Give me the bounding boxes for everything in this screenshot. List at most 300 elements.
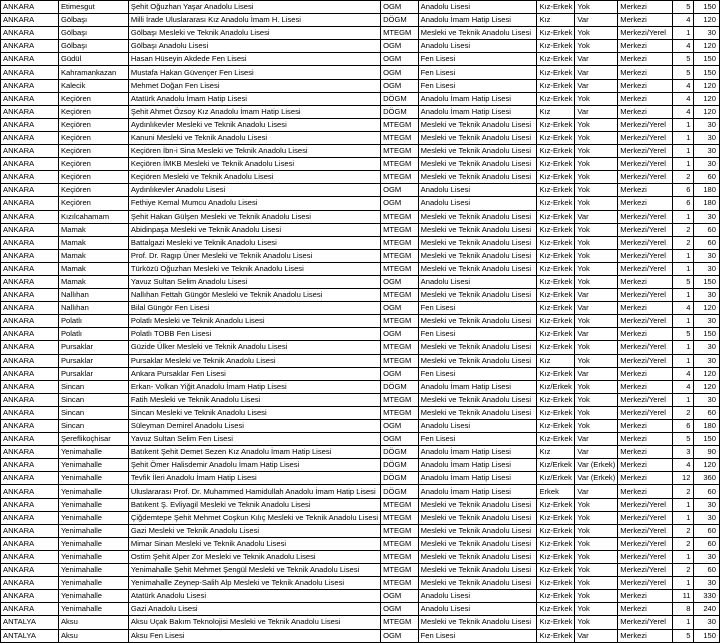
cell-sube: 5 xyxy=(673,1,694,14)
cell-kurum: MTEGM xyxy=(381,537,419,550)
cell-il: ANKARA xyxy=(1,328,59,341)
cell-tur: Mesleki ve Teknik Anadolu Lisesi xyxy=(418,249,537,262)
cell-sube: 1 xyxy=(673,210,694,223)
cell-tur: Mesleki ve Teknik Anadolu Lisesi xyxy=(418,564,537,577)
cell-pansiyon: Yok xyxy=(575,236,618,249)
table-row xyxy=(1,433,720,446)
cell-sube: 1 xyxy=(673,145,694,158)
cell-okul: Süleyman Demirel Anadolu Lisesi xyxy=(128,420,380,433)
cell-alan: Merkezi/Yerel xyxy=(618,341,673,354)
cell-tur: Fen Lisesi xyxy=(418,328,537,341)
cell-kurum: OGM xyxy=(381,367,419,380)
cell-kontenjan: 60 xyxy=(694,171,720,184)
cell-il: ANKARA xyxy=(1,315,59,328)
cell-kontenjan: 60 xyxy=(694,406,720,419)
table-row xyxy=(1,472,720,485)
cell-pansiyon: Var xyxy=(575,485,618,498)
table-row xyxy=(1,354,720,367)
cell-kontenjan: 30 xyxy=(694,118,720,131)
cell-tur: Mesleki ve Teknik Anadolu Lisesi xyxy=(418,341,537,354)
cell-alan: Merkezi/Yerel xyxy=(618,406,673,419)
cell-il: ANKARA xyxy=(1,472,59,485)
cell-kontenjan: 30 xyxy=(694,131,720,144)
cell-il: ANKARA xyxy=(1,1,59,14)
table-row xyxy=(1,223,720,236)
table-row xyxy=(1,380,720,393)
cell-ilce: Gölbaşı xyxy=(58,27,128,40)
cell-ilce: Keçiören xyxy=(58,92,128,105)
cell-ilce: Kahramankazan xyxy=(58,66,128,79)
cell-kurum: OGM xyxy=(381,184,419,197)
cell-ilce: Pursaklar xyxy=(58,354,128,367)
cell-tur: Mesleki ve Teknik Anadolu Lisesi xyxy=(418,131,537,144)
cell-il: ANKARA xyxy=(1,498,59,511)
cell-kontenjan: 120 xyxy=(694,40,720,53)
cell-pansiyon: Var xyxy=(575,210,618,223)
cell-okul: Fethiye Kemal Mumcu Anadolu Lisesi xyxy=(128,197,380,210)
cell-kurum: MTEGM xyxy=(381,341,419,354)
cell-ilce: Yenimahalle xyxy=(58,472,128,485)
cell-kurum: MTEGM xyxy=(381,577,419,590)
cell-tur: Mesleki ve Teknik Anadolu Lisesi xyxy=(418,550,537,563)
cell-kurum: DÖGM xyxy=(381,446,419,459)
cell-ilce: Kızılcahamam xyxy=(58,210,128,223)
cell-kurum: OGM xyxy=(381,629,419,642)
cell-alan: Merkezi xyxy=(618,420,673,433)
table-row xyxy=(1,249,720,262)
table-row xyxy=(1,79,720,92)
cell-ilce: Mamak xyxy=(58,223,128,236)
cell-ilce: Yenimahalle xyxy=(58,550,128,563)
cell-il: ANKARA xyxy=(1,27,59,40)
cell-cinsiyet: Kız-Erkek xyxy=(537,158,575,171)
table-row xyxy=(1,302,720,315)
cell-il: ANKARA xyxy=(1,590,59,603)
cell-okul: Nallıhan Fettah Güngör Mesleki ve Teknik Anadolu Lisesi xyxy=(128,289,380,302)
cell-alan: Merkezi/Yerel xyxy=(618,564,673,577)
cell-cinsiyet: Kız xyxy=(537,354,575,367)
cell-alan: Merkezi/Yerel xyxy=(618,577,673,590)
cell-ilce: Keçiören xyxy=(58,171,128,184)
cell-sube: 1 xyxy=(673,616,694,629)
cell-okul: Yenimahalle Zeynep-Salih Alp Mesleki ve Teknik Anadolu Lisesi xyxy=(128,577,380,590)
cell-pansiyon: Yok xyxy=(575,354,618,367)
table-row xyxy=(1,420,720,433)
cell-pansiyon: Yok xyxy=(575,577,618,590)
cell-il: ANKARA xyxy=(1,223,59,236)
cell-kontenjan: 30 xyxy=(694,577,720,590)
cell-il: ANKARA xyxy=(1,158,59,171)
cell-cinsiyet: Kız-Erkek xyxy=(537,603,575,616)
cell-tur: Fen Lisesi xyxy=(418,367,537,380)
cell-il: ANKARA xyxy=(1,577,59,590)
cell-sube: 1 xyxy=(673,577,694,590)
cell-tur: Mesleki ve Teknik Anadolu Lisesi xyxy=(418,118,537,131)
cell-kurum: OGM xyxy=(381,603,419,616)
cell-il: ANKARA xyxy=(1,105,59,118)
table-row xyxy=(1,616,720,629)
cell-cinsiyet: Kız-Erkek xyxy=(537,341,575,354)
cell-cinsiyet: Kız-Erkek xyxy=(537,184,575,197)
cell-alan: Merkezi/Yerel xyxy=(618,262,673,275)
cell-tur: Fen Lisesi xyxy=(418,53,537,66)
cell-ilce: Sincan xyxy=(58,393,128,406)
cell-okul: Uluslararası Prof. Dr. Muhammed Hamidullah Anadolu İmam Hatip Lisesi xyxy=(128,485,380,498)
cell-ilce: Nallıhan xyxy=(58,289,128,302)
cell-ilce: Yenimahalle xyxy=(58,446,128,459)
cell-il: ANKARA xyxy=(1,145,59,158)
cell-il: ANKARA xyxy=(1,262,59,275)
cell-cinsiyet: Kız-Erkek xyxy=(537,118,575,131)
cell-il: ANKARA xyxy=(1,367,59,380)
cell-tur: Fen Lisesi xyxy=(418,302,537,315)
cell-il: ANKARA xyxy=(1,302,59,315)
cell-okul: Hasan Hüseyin Akdede Fen Lisesi xyxy=(128,53,380,66)
cell-okul: Mimar Sinan Mesleki ve Teknik Anadolu Lisesi xyxy=(128,537,380,550)
cell-kontenjan: 30 xyxy=(694,210,720,223)
cell-kurum: MTEGM xyxy=(381,236,419,249)
cell-il: ANKARA xyxy=(1,550,59,563)
cell-tur: Mesleki ve Teknik Anadolu Lisesi xyxy=(418,577,537,590)
cell-okul: Abidinpaşa Mesleki ve Teknik Anadolu Lisesi xyxy=(128,223,380,236)
cell-cinsiyet: Kız-Erkek xyxy=(537,302,575,315)
cell-cinsiyet: Kız-Erkek xyxy=(537,577,575,590)
table-row xyxy=(1,341,720,354)
cell-kontenjan: 30 xyxy=(694,289,720,302)
cell-pansiyon: Yok xyxy=(575,550,618,563)
table-row xyxy=(1,537,720,550)
cell-cinsiyet: Kız-Erkek xyxy=(537,1,575,14)
cell-kontenjan: 30 xyxy=(694,27,720,40)
cell-kurum: MTEGM xyxy=(381,354,419,367)
cell-sube: 1 xyxy=(673,289,694,302)
cell-sube: 4 xyxy=(673,459,694,472)
cell-pansiyon: Yok xyxy=(575,275,618,288)
cell-alan: Merkezi xyxy=(618,40,673,53)
cell-kurum: MTEGM xyxy=(381,158,419,171)
cell-cinsiyet: Kız/Erkek xyxy=(537,459,575,472)
cell-kurum: DÖGM xyxy=(381,485,419,498)
cell-alan: Merkezi xyxy=(618,459,673,472)
cell-sube: 2 xyxy=(673,236,694,249)
cell-kontenjan: 30 xyxy=(694,550,720,563)
cell-cinsiyet: Kız/Erkek xyxy=(537,472,575,485)
cell-ilce: Gölbaşı xyxy=(58,40,128,53)
table-row xyxy=(1,66,720,79)
cell-kurum: MTEGM xyxy=(381,511,419,524)
cell-pansiyon: Var (Erkek) xyxy=(575,459,618,472)
cell-alan: Merkezi xyxy=(618,629,673,642)
cell-alan: Merkezi/Yerel xyxy=(618,27,673,40)
cell-kontenjan: 120 xyxy=(694,380,720,393)
cell-kurum: MTEGM xyxy=(381,118,419,131)
cell-alan: Merkezi xyxy=(618,197,673,210)
cell-sube: 5 xyxy=(673,629,694,642)
cell-pansiyon: Yok xyxy=(575,564,618,577)
cell-alan: Merkezi xyxy=(618,53,673,66)
cell-tur: Anadolu İmam Hatip Lisesi xyxy=(418,380,537,393)
cell-ilce: Nallıhan xyxy=(58,302,128,315)
cell-ilce: Keçiören xyxy=(58,105,128,118)
cell-kurum: OGM xyxy=(381,79,419,92)
table-row xyxy=(1,53,720,66)
cell-kurum: MTEGM xyxy=(381,498,419,511)
cell-alan: Merkezi xyxy=(618,446,673,459)
cell-kontenjan: 60 xyxy=(694,537,720,550)
table-row xyxy=(1,158,720,171)
cell-pansiyon: Var xyxy=(575,66,618,79)
cell-pansiyon: Yok xyxy=(575,92,618,105)
cell-cinsiyet: Kız xyxy=(537,446,575,459)
cell-kontenjan: 330 xyxy=(694,590,720,603)
cell-alan: Merkezi/Yerel xyxy=(618,171,673,184)
cell-pansiyon: Yok xyxy=(575,27,618,40)
cell-okul: Şehit Hakan Gülşen Mesleki ve Teknik Anadolu Lisesi xyxy=(128,210,380,223)
cell-pansiyon: Yok xyxy=(575,158,618,171)
cell-ilce: Sincan xyxy=(58,420,128,433)
cell-cinsiyet: Kız-Erkek xyxy=(537,420,575,433)
cell-kurum: MTEGM xyxy=(381,210,419,223)
table-row xyxy=(1,197,720,210)
cell-okul: Polatlı TOBB Fen Lisesi xyxy=(128,328,380,341)
cell-pansiyon: Var xyxy=(575,79,618,92)
cell-pansiyon: Yok xyxy=(575,524,618,537)
cell-sube: 2 xyxy=(673,564,694,577)
cell-okul: Tevfik İleri Anadolu İmam Hatip Lisesi xyxy=(128,472,380,485)
cell-kontenjan: 180 xyxy=(694,420,720,433)
cell-cinsiyet: Kız-Erkek xyxy=(537,262,575,275)
cell-okul: Yavuz Sultan Selim Fen Lisesi xyxy=(128,433,380,446)
cell-cinsiyet: Kız-Erkek xyxy=(537,564,575,577)
cell-ilce: Yenimahalle xyxy=(58,603,128,616)
cell-sube: 4 xyxy=(673,14,694,27)
table-row xyxy=(1,498,720,511)
cell-okul: Bilal Güngör Fen Lisesi xyxy=(128,302,380,315)
cell-ilce: Aksu xyxy=(58,629,128,642)
cell-ilce: Yenimahalle xyxy=(58,459,128,472)
cell-okul: Kanuni Mesleki ve Teknik Anadolu Lisesi xyxy=(128,131,380,144)
table-row xyxy=(1,367,720,380)
cell-kontenjan: 60 xyxy=(694,524,720,537)
cell-pansiyon: Var (Erkek) xyxy=(575,472,618,485)
cell-alan: Merkezi/Yerel xyxy=(618,616,673,629)
cell-kontenjan: 30 xyxy=(694,393,720,406)
cell-pansiyon: Var xyxy=(575,629,618,642)
cell-cinsiyet: Kız-Erkek xyxy=(537,145,575,158)
cell-kontenjan: 150 xyxy=(694,53,720,66)
cell-il: ANKARA xyxy=(1,485,59,498)
table-row xyxy=(1,131,720,144)
cell-pansiyon: Yok xyxy=(575,1,618,14)
cell-tur: Mesleki ve Teknik Anadolu Lisesi xyxy=(418,498,537,511)
cell-okul: Keçiören Mesleki ve Teknik Anadolu Lisesi xyxy=(128,171,380,184)
cell-alan: Merkezi/Yerel xyxy=(618,537,673,550)
cell-tur: Mesleki ve Teknik Anadolu Lisesi xyxy=(418,210,537,223)
cell-tur: Mesleki ve Teknik Anadolu Lisesi xyxy=(418,354,537,367)
cell-okul: Fatih Mesleki ve Teknik Anadolu Lisesi xyxy=(128,393,380,406)
cell-okul: Gölbaşı Anadolu Lisesi xyxy=(128,40,380,53)
cell-alan: Merkezi xyxy=(618,92,673,105)
cell-pansiyon: Var xyxy=(575,105,618,118)
cell-alan: Merkezi/Yerel xyxy=(618,315,673,328)
cell-il: ANKARA xyxy=(1,210,59,223)
cell-tur: Fen Lisesi xyxy=(418,433,537,446)
cell-ilce: Pursaklar xyxy=(58,367,128,380)
cell-kontenjan: 150 xyxy=(694,433,720,446)
table-row xyxy=(1,236,720,249)
cell-kurum: MTEGM xyxy=(381,131,419,144)
cell-il: ANKARA xyxy=(1,275,59,288)
cell-kurum: OGM xyxy=(381,420,419,433)
cell-cinsiyet: Kız-Erkek xyxy=(537,498,575,511)
table-row xyxy=(1,328,720,341)
cell-pansiyon: Var xyxy=(575,14,618,27)
cell-sube: 1 xyxy=(673,131,694,144)
cell-sube: 5 xyxy=(673,433,694,446)
cell-ilce: Polatlı xyxy=(58,315,128,328)
cell-cinsiyet: Kız-Erkek xyxy=(537,197,575,210)
cell-il: ANKARA xyxy=(1,66,59,79)
cell-il: ANKARA xyxy=(1,14,59,27)
cell-ilce: Sincan xyxy=(58,380,128,393)
cell-tur: Fen Lisesi xyxy=(418,629,537,642)
table-row xyxy=(1,485,720,498)
cell-tur: Anadolu İmam Hatip Lisesi xyxy=(418,92,537,105)
cell-tur: Mesleki ve Teknik Anadolu Lisesi xyxy=(418,27,537,40)
cell-sube: 5 xyxy=(673,66,694,79)
cell-kurum: DÖGM xyxy=(381,105,419,118)
cell-alan: Merkezi xyxy=(618,485,673,498)
cell-kontenjan: 30 xyxy=(694,262,720,275)
cell-il: ANKARA xyxy=(1,40,59,53)
cell-sube: 1 xyxy=(673,27,694,40)
cell-alan: Merkezi/Yerel xyxy=(618,223,673,236)
cell-pansiyon: Var xyxy=(575,328,618,341)
cell-tur: Mesleki ve Teknik Anadolu Lisesi xyxy=(418,524,537,537)
cell-pansiyon: Var xyxy=(575,302,618,315)
cell-alan: Merkezi xyxy=(618,367,673,380)
cell-kurum: MTEGM xyxy=(381,550,419,563)
cell-cinsiyet: Kız-Erkek xyxy=(537,66,575,79)
cell-kontenjan: 30 xyxy=(694,315,720,328)
table-row xyxy=(1,629,720,642)
cell-cinsiyet: Kız-Erkek xyxy=(537,511,575,524)
cell-cinsiyet: Kız-Erkek xyxy=(537,249,575,262)
cell-kurum: OGM xyxy=(381,302,419,315)
cell-okul: Batıkent Ş. Evliyagil Mesleki ve Teknik Anadolu Lisesi xyxy=(128,498,380,511)
cell-kontenjan: 60 xyxy=(694,564,720,577)
cell-okul: Batıkent Şehit Demet Sezen Kız Anadolu İmam Hatip Lisesi xyxy=(128,446,380,459)
cell-kontenjan: 30 xyxy=(694,498,720,511)
cell-tur: Mesleki ve Teknik Anadolu Lisesi xyxy=(418,262,537,275)
cell-ilce: Aksu xyxy=(58,616,128,629)
cell-okul: Gölbaşı Mesleki ve Teknik Anadolu Lisesi xyxy=(128,27,380,40)
cell-tur: Mesleki ve Teknik Anadolu Lisesi xyxy=(418,616,537,629)
cell-kurum: MTEGM xyxy=(381,393,419,406)
cell-kurum: OGM xyxy=(381,433,419,446)
table-row xyxy=(1,171,720,184)
cell-okul: Yavuz Sultan Selim Anadolu Lisesi xyxy=(128,275,380,288)
cell-ilce: Keçiören xyxy=(58,158,128,171)
cell-alan: Merkezi xyxy=(618,79,673,92)
cell-ilce: Yenimahalle xyxy=(58,524,128,537)
cell-alan: Merkezi/Yerel xyxy=(618,511,673,524)
cell-il: ANKARA xyxy=(1,511,59,524)
cell-okul: Erkan- Volkan Yiğit Anadolu İmam Hatip Lisesi xyxy=(128,380,380,393)
cell-kontenjan: 60 xyxy=(694,223,720,236)
cell-kurum: MTEGM xyxy=(381,171,419,184)
cell-okul: Mehmet Doğan Fen Lisesi xyxy=(128,79,380,92)
cell-ilce: Yenimahalle xyxy=(58,590,128,603)
cell-kontenjan: 120 xyxy=(694,92,720,105)
table-row xyxy=(1,590,720,603)
cell-pansiyon: Var xyxy=(575,433,618,446)
cell-il: ANTALYA xyxy=(1,629,59,642)
cell-cinsiyet: Kız-Erkek xyxy=(537,393,575,406)
cell-cinsiyet: Kız-Erkek xyxy=(537,550,575,563)
cell-kontenjan: 150 xyxy=(694,66,720,79)
cell-kontenjan: 60 xyxy=(694,485,720,498)
cell-pansiyon: Yok xyxy=(575,223,618,236)
cell-alan: Merkezi/Yerel xyxy=(618,498,673,511)
cell-pansiyon: Yok xyxy=(575,145,618,158)
cell-kurum: MTEGM xyxy=(381,315,419,328)
cell-kurum: OGM xyxy=(381,590,419,603)
cell-pansiyon: Yok xyxy=(575,590,618,603)
cell-alan: Merkezi/Yerel xyxy=(618,550,673,563)
cell-ilce: Keçiören xyxy=(58,118,128,131)
cell-ilce: Güdül xyxy=(58,53,128,66)
table-row xyxy=(1,105,720,118)
cell-tur: Fen Lisesi xyxy=(418,66,537,79)
cell-il: ANKARA xyxy=(1,79,59,92)
cell-tur: Mesleki ve Teknik Anadolu Lisesi xyxy=(418,289,537,302)
cell-sube: 1 xyxy=(673,158,694,171)
cell-okul: Şehit Ömer Halisdemir Anadolu İmam Hatip Lisesi xyxy=(128,459,380,472)
table-row xyxy=(1,184,720,197)
cell-kurum: MTEGM xyxy=(381,564,419,577)
table-row xyxy=(1,446,720,459)
cell-alan: Merkezi xyxy=(618,14,673,27)
cell-sube: 1 xyxy=(673,511,694,524)
cell-pansiyon: Yok xyxy=(575,171,618,184)
table-row xyxy=(1,262,720,275)
cell-cinsiyet: Kız-Erkek xyxy=(537,210,575,223)
cell-cinsiyet: Kız-Erkek xyxy=(537,53,575,66)
cell-tur: Mesleki ve Teknik Anadolu Lisesi xyxy=(418,393,537,406)
cell-tur: Anadolu İmam Hatip Lisesi xyxy=(418,472,537,485)
table-row xyxy=(1,145,720,158)
cell-kurum: MTEGM xyxy=(381,616,419,629)
cell-cinsiyet: Kız-Erkek xyxy=(537,433,575,446)
cell-il: ANKARA xyxy=(1,184,59,197)
cell-alan: Merkezi xyxy=(618,472,673,485)
table-row xyxy=(1,14,720,27)
cell-ilce: Polatlı xyxy=(58,328,128,341)
cell-ilce: Gölbaşı xyxy=(58,14,128,27)
cell-pansiyon: Yok xyxy=(575,197,618,210)
cell-ilce: Yenimahalle xyxy=(58,498,128,511)
cell-ilce: Yenimahalle xyxy=(58,577,128,590)
cell-okul: Aksu Fen Lisesi xyxy=(128,629,380,642)
cell-ilce: Keçiören xyxy=(58,145,128,158)
cell-ilce: Mamak xyxy=(58,249,128,262)
cell-ilce: Keçiören xyxy=(58,131,128,144)
cell-sube: 4 xyxy=(673,92,694,105)
cell-alan: Merkezi xyxy=(618,590,673,603)
cell-alan: Merkezi/Yerel xyxy=(618,145,673,158)
cell-kurum: MTEGM xyxy=(381,223,419,236)
